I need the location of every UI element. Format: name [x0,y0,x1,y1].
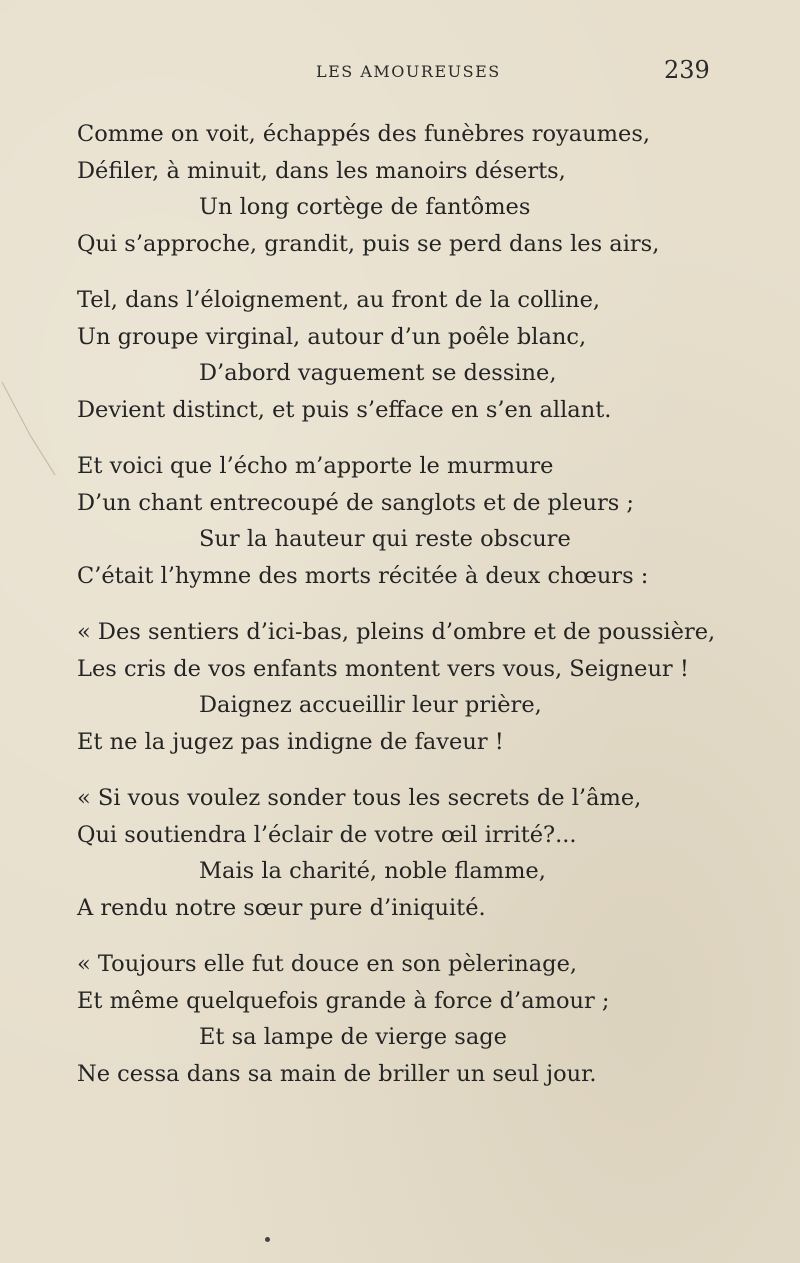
verse-line: Qui soutiendra l’éclair de votre œil irrité?... [77,821,577,848]
verse-line: Devient distinct, et puis s’efface en s’en allant. [77,396,612,423]
verse-line: « Si vous voulez sonder tous les secrets de l’âme, [77,785,642,811]
verse-line: D’abord vaguement se dessine, [199,360,557,386]
poem [77,116,777,1112]
running-head: LES AMOUREUSES [316,62,501,81]
verse-line: Et sa lampe de vierge sage [199,1024,507,1050]
verse-line: Un long cortège de fantômes [199,194,531,220]
verse-line: Ne cessa dans sa main de briller un seul jour. [77,1060,597,1087]
verse-line: Qui s’approche, grandit, puis se perd dans les airs, [77,230,660,257]
verse-line: C’était l’hymne des morts récitée à deux chœurs : [77,562,649,589]
verse-line: Et ne la jugez pas indigne de faveur ! [77,728,504,755]
page-number: 239 [664,56,710,84]
verse-line: « Toujours elle fut douce en son pèlerinage, [77,951,578,977]
stanza-4 [77,614,777,760]
verse-line: Mais la charité, noble flamme, [199,858,546,884]
verse-line: A rendu notre sœur pure d’iniquité. [77,894,486,921]
stanza-6 [77,946,777,1092]
printer-mark-dot [265,1237,270,1242]
verse-line: D’un chant entrecoupé de sanglots et de pleurs ; [77,489,634,516]
verse-line: Tel, dans l’éloignement, au front de la colline, [77,287,601,313]
verse-line: Défiler, à minuit, dans les manoirs déserts, [77,157,566,184]
stanza-3 [77,448,777,594]
stanza-5 [77,780,777,926]
verse-line: Un groupe virginal, autour d’un poêle blanc, [77,323,587,350]
verse-line: Sur la hauteur qui reste obscure [199,526,571,552]
stanza-1 [77,116,777,262]
verse-line: Daignez accueillir leur prière, [199,692,542,718]
margin-crease-mark [0,380,60,480]
verse-line: « Des sentiers d’ici-bas, pleins d’ombre et de poussière, [77,619,716,645]
verse-line: Comme on voit, échappés des funèbres royaumes, [77,121,651,147]
verse-line: Et même quelquefois grande à force d’amour ; [77,987,610,1014]
verse-line: Les cris de vos enfants montent vers vous, Seigneur ! [77,655,689,682]
stanza-2 [77,282,777,428]
verse-line: Et voici que l’écho m’apporte le murmure [77,453,554,479]
